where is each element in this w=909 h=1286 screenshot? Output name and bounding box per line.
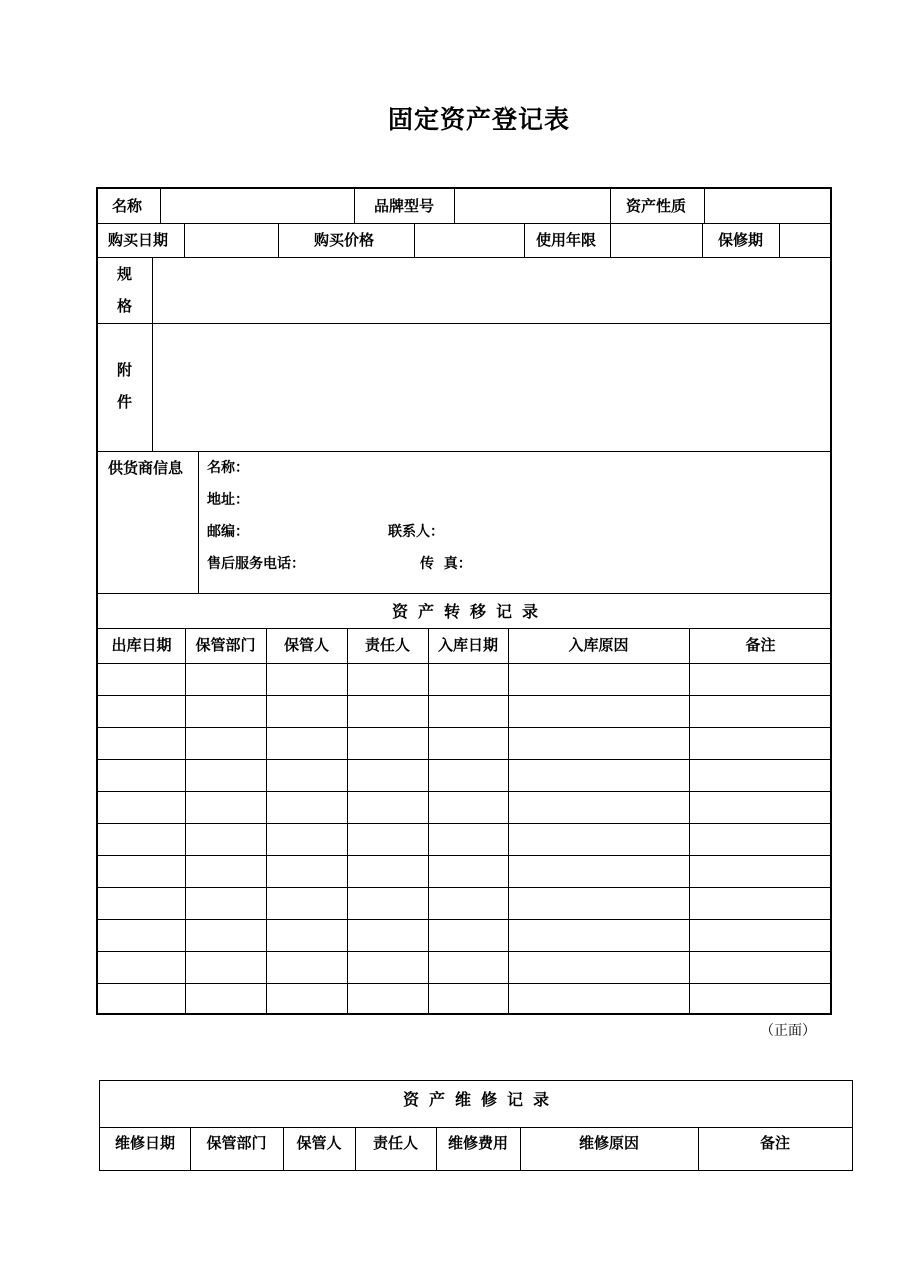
- page-side-note: （正面）: [760, 1023, 816, 1039]
- column-header: 保管部门: [195, 636, 256, 654]
- row-divider: [98, 759, 832, 760]
- row-divider: [98, 257, 832, 258]
- column-header: 备注: [759, 1134, 790, 1152]
- column-header: 入库原因: [568, 636, 629, 654]
- column-divider: [428, 628, 429, 1015]
- row-divider: [98, 323, 832, 324]
- row-divider: [100, 1127, 852, 1128]
- supplier-address-label: 地址：: [207, 492, 249, 508]
- supplier-name-label: 名称：: [207, 460, 249, 476]
- cell-divider: [354, 189, 355, 223]
- page-title: 固定资产登记表: [387, 105, 570, 134]
- supplier-contact-label: 联系人：: [388, 524, 444, 540]
- cell-divider: [702, 223, 703, 257]
- cell-divider: [414, 223, 415, 257]
- column-header: 保管部门: [206, 1134, 267, 1152]
- column-header: 备注: [745, 636, 776, 654]
- after-sales-phone-label: 售后服务电话：: [207, 556, 305, 572]
- column-header: 保管人: [283, 636, 329, 654]
- asset-registration-table: [96, 187, 832, 1015]
- column-divider: [347, 628, 348, 1015]
- column-header: 维修日期: [114, 1134, 175, 1152]
- asset-nature-label: 资产性质: [626, 197, 687, 215]
- row-divider: [98, 628, 832, 629]
- purchase-price-label: 购买价格: [314, 231, 375, 249]
- warranty-label: 保修期: [718, 231, 764, 249]
- supplier-postcode-label: 邮编：: [207, 524, 249, 540]
- cell-divider: [160, 189, 161, 223]
- transfer-record-heading: 资产转移记录: [391, 602, 548, 621]
- cell-divider: [278, 223, 279, 257]
- column-header: 维修费用: [447, 1134, 508, 1152]
- column-header: 保管人: [296, 1134, 342, 1152]
- row-divider: [98, 791, 832, 792]
- row-divider: [98, 983, 832, 984]
- column-header: 入库日期: [437, 636, 498, 654]
- column-divider: [185, 628, 186, 1015]
- column-header: 责任人: [372, 1134, 418, 1152]
- row-divider: [98, 855, 832, 856]
- cell-divider: [779, 223, 780, 257]
- row-divider: [98, 919, 832, 920]
- service-life-label: 使用年限: [536, 231, 597, 249]
- repair-record-heading: 资产维修记录: [402, 1090, 559, 1109]
- purchase-date-label: 购买日期: [108, 231, 169, 249]
- row-divider: [98, 663, 832, 664]
- supplier-fax-label: 传 真：: [420, 556, 472, 572]
- cell-divider: [184, 223, 185, 257]
- supplier-info-label: 供货商信息: [108, 459, 184, 477]
- row-divider: [98, 823, 832, 824]
- repair-record-table: [99, 1080, 853, 1171]
- row-divider: [98, 727, 832, 728]
- spec-label-top: 规: [117, 265, 133, 283]
- brand-model-label: 品牌型号: [374, 197, 435, 215]
- column-divider: [508, 628, 509, 1015]
- row-divider: [98, 593, 832, 594]
- cell-divider: [704, 189, 705, 223]
- cell-divider: [198, 451, 199, 593]
- column-header: 出库日期: [111, 636, 172, 654]
- cell-divider: [610, 223, 611, 257]
- row-divider: [98, 951, 832, 952]
- row-divider: [98, 887, 832, 888]
- cell-divider: [152, 257, 153, 451]
- name-label: 名称: [112, 197, 143, 215]
- cell-divider: [454, 189, 455, 223]
- attachment-label-top: 附: [117, 361, 133, 379]
- row-divider: [98, 451, 832, 452]
- attachment-label-bottom: 件: [117, 393, 133, 411]
- column-header: 责任人: [364, 636, 410, 654]
- column-header: 维修原因: [578, 1134, 639, 1152]
- row-divider: [98, 695, 832, 696]
- column-divider: [689, 628, 690, 1015]
- spec-label-bottom: 格: [117, 297, 133, 315]
- cell-divider: [610, 189, 611, 223]
- row-divider: [98, 223, 832, 224]
- column-divider: [266, 628, 267, 1015]
- cell-divider: [524, 223, 525, 257]
